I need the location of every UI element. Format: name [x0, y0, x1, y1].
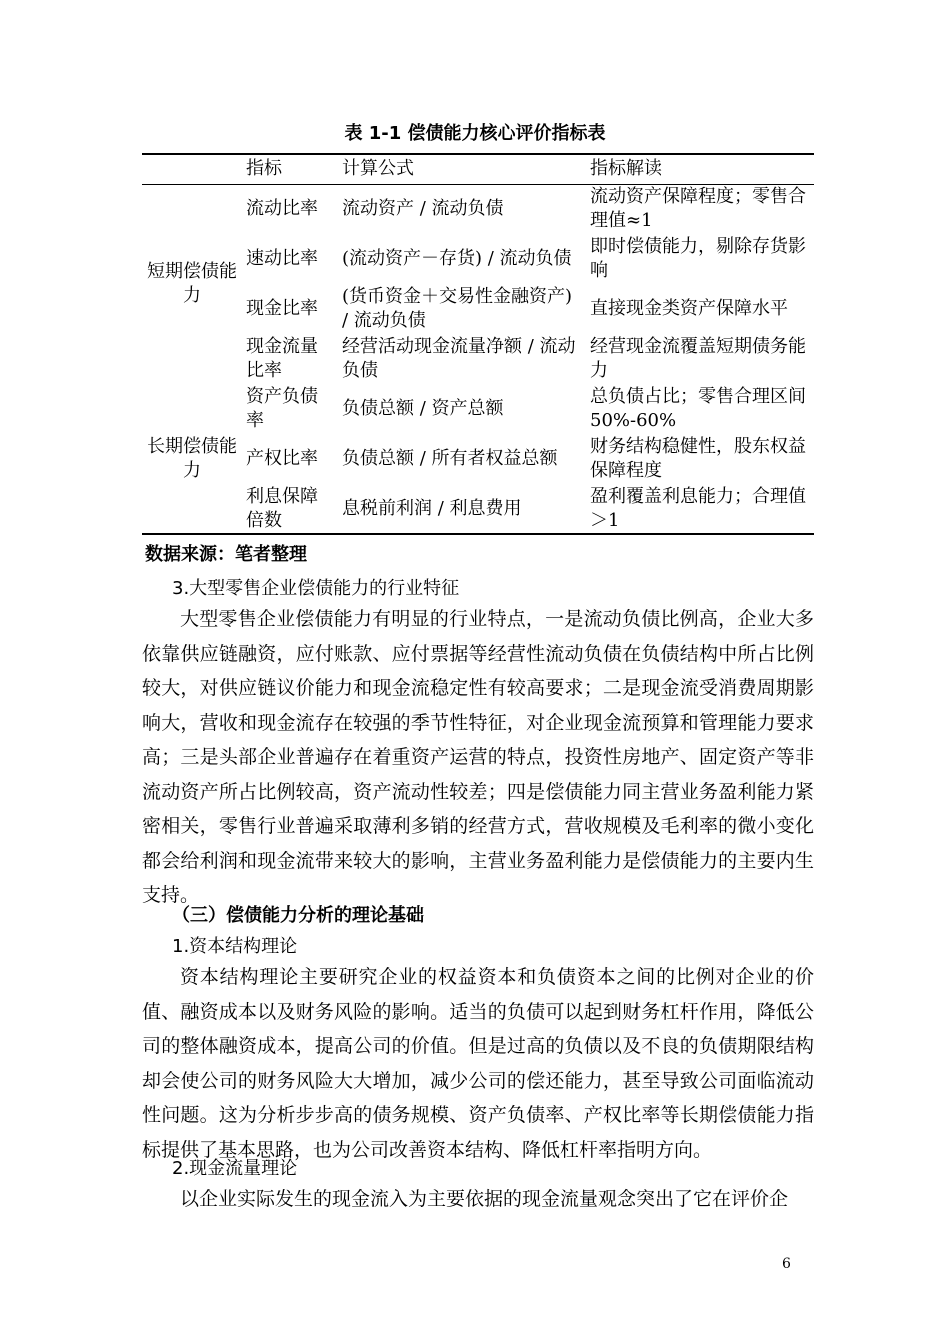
category-long-term: 长期偿债能力 [147, 435, 237, 481]
section-heading-theory-basis: （三）偿债能力分析的理论基础 [172, 905, 424, 926]
interpretation-cell: 总负债占比；零售合理区间 50%-60% [590, 386, 806, 431]
formula-cell: 负债总额 / 资产总额 [342, 398, 504, 419]
interpretation-cell: 盈利覆盖利息能力；合理值＞1 [590, 485, 806, 531]
table-header-row [142, 154, 814, 184]
section-heading-capital-structure: 1.资本结构理论 [172, 936, 298, 957]
indicator-cell: 资产负债率 [246, 386, 318, 431]
paragraph-capital-structure: 资本结构理论主要研究企业的权益资本和负债资本之间的比例对企业的价值、融资成本以及财务风险的影响。适当的负债可以起到财务杠杆作用，降低公司的整体融资成本，提高公司的价值。但是过高的负债以及不良的负债期限结构却会使公司的财务风险大大增加，减少公司的偿还能力，甚至导致公司面临流动性问题。这为分析步步高的债务规模、资产负债率、产权比率等长期偿债能力指标提供了基本思路，也为公司改善资本结构、降低杠杆率指明方向。 [142, 966, 814, 1161]
table-row [142, 184, 814, 234]
indicator-cell: 利息保障倍数 [246, 485, 318, 531]
header-formula: 计算公式 [342, 158, 414, 180]
indicator-table [142, 153, 814, 535]
formula-cell: 流动资产 / 流动负债 [342, 198, 504, 220]
paragraph-industry-features: 大型零售企业偿债能力有明显的行业特点，一是流动负债比例高，企业大多依靠供应链融资，应付账款、应付票据等经营性流动负债在负债结构中所占比例较大，对供应链议价能力和现金流稳定性有较高要求；二是现金流受消费周期影响大，营收和现金流存在较强的季节性特征，对企业现金流预算和管理能力要求高；三是头部企业普遍存在着重资产运营的特点，投资性房地产、固定资产等非流动资产所占比例较高，资产流动性较差；四是偿债能力同主营业务盈利能力紧密相关，零售行业普遍采取薄利多销的经营方式，营收规模及毛利率的微小变化都会给利润和现金流带来较大的影响，主营业务盈利能力是偿债能力的主要内生支持。 [142, 608, 814, 906]
table-row [142, 284, 814, 334]
table-row [142, 484, 814, 534]
header-interpretation: 指标解读 [590, 158, 662, 180]
indicator-cell: 产权比率 [246, 448, 318, 469]
formula-cell: 负债总额 / 所有者权益总额 [342, 448, 558, 469]
table-row [142, 384, 814, 434]
table-row [142, 334, 814, 384]
interpretation-cell: 经营现金流覆盖短期债务能力 [590, 336, 806, 381]
category-short-term: 短期偿债能力 [147, 261, 237, 307]
section-heading-industry-features: 3.大型零售企业偿债能力的行业特征 [172, 578, 460, 599]
header-indicator: 指标 [246, 158, 282, 180]
source-note: 数据来源：笔者整理 [145, 544, 307, 565]
indicator-cell: 流动比率 [246, 198, 318, 220]
page-number: 6 [782, 1256, 791, 1272]
interpretation-cell: 流动资产保障程度；零售合理值≈1 [590, 186, 806, 232]
indicator-cell: 现金流量比率 [246, 336, 318, 381]
interpretation-cell: 财务结构稳健性，股东权益保障程度 [590, 436, 806, 481]
table-row [142, 434, 814, 484]
table-caption: 表 1-1 偿债能力核心评价指标表 [344, 123, 606, 144]
table-row [142, 234, 814, 284]
interpretation-cell: 直接现金类资产保障水平 [590, 298, 788, 319]
indicator-cell: 现金比率 [246, 298, 318, 319]
section-heading-cash-flow: 2.现金流量理论 [172, 1158, 298, 1179]
formula-cell: 经营活动现金流量净额 / 流动负债 [342, 336, 576, 381]
indicator-cell: 速动比率 [246, 248, 318, 269]
formula-cell: 息税前利润 / 利息费用 [342, 497, 522, 519]
formula-cell: (货币资金＋交易性金融资产) / 流动负债 [342, 286, 573, 331]
formula-cell: (流动资产－存货) / 流动负债 [342, 248, 572, 269]
paragraph-cash-flow: 以企业实际发生的现金流入为主要依据的现金流量观念突出了它在评价企 [180, 1188, 789, 1210]
header-category [142, 154, 242, 184]
interpretation-cell: 即时偿债能力，剔除存货影响 [590, 236, 806, 281]
